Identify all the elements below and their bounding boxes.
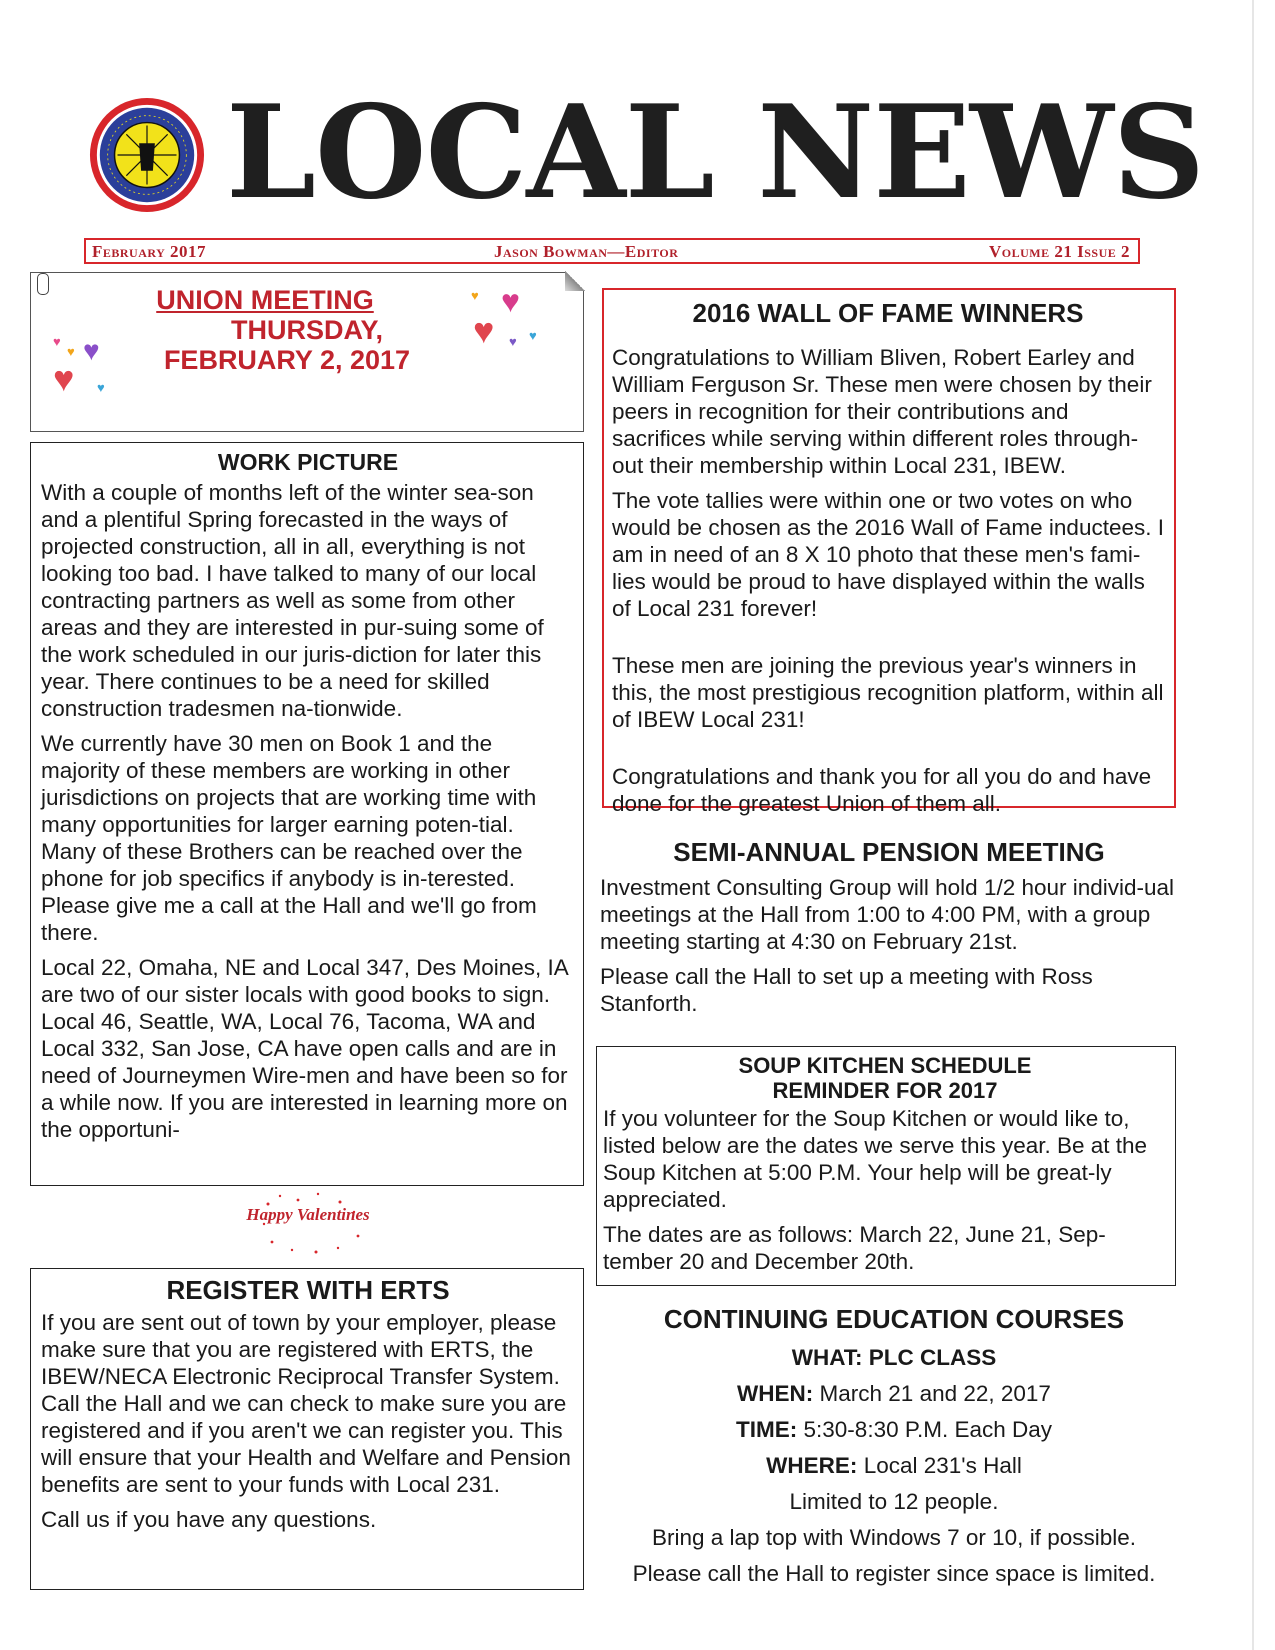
erts-box [30,1268,584,1590]
wall-of-fame-paragraph: Congratulations and thank you for all you do and have done for the greatest Union of them all. [612,764,1152,816]
page-fold-corner [565,271,585,291]
education-where [594,1448,1194,1484]
heart-icon: ♥ [53,334,61,349]
wall-of-fame-paragraph: Congratulations to William Bliven, Robert Earley and William Ferguson Sr. These men were chosen by their peers in recognition for their contributions and sacrifices while serving within different roles through-out their membership within Local 231, IBEW. [612,345,1152,478]
heart-icon: ♥ [501,283,520,319]
volume-issue: Volume 21 Issue 2 [989,242,1130,261]
union-meeting-date: FEBRUARY 2, 2017 [163,345,411,375]
work-picture-paragraph: We currently have 30 men on Book 1 and the majority of these members are working in other jurisdictions on projects that are working time with many opportunities for larger earning poten-tial. Many of these Brothers can be reached over the phone for job specifics if anybody is in-terested. Please give me a call at the Hall and we'll go from there. [41,731,537,945]
education-when [594,1376,1194,1412]
education-when-value: March 21 and 22, 2017 [819,1381,1051,1406]
education-laptop: Bring a lap top with Windows 7 or 10, if possible. [652,1525,1136,1550]
valentine-text: Happy Valentines [246,1205,370,1224]
education-where-value: Local 231's Hall [863,1453,1022,1478]
heart-icon: ♥ [529,328,537,343]
education-title: CONTINUING EDUCATION COURSES [663,1304,1125,1334]
education-what: WHAT: PLC CLASS [791,1345,997,1370]
valentine-graphic [246,1190,370,1260]
heart-icon: ♥ [471,288,479,303]
erts-paragraph: Call us if you have any questions. [41,1507,377,1532]
soup-kitchen-paragraph: The dates are as follows: March 22, June 21, Sep-tember 20 and December 20th. [603,1222,1106,1274]
scan-edge [1252,0,1254,1650]
soup-kitchen-box [596,1046,1176,1286]
masthead-title: LOCAL NEWS [226,78,1204,228]
wall-of-fame-paragraph: These men are joining the previous year's winners in this, the most prestigious recognition platform, within all of IBEW Local 231! [612,653,1164,732]
pension-title: SEMI-ANNUAL PENSION MEETING [673,837,1105,867]
wall-of-fame-box [602,288,1176,816]
heart-icon: ♥ [97,380,105,395]
heart-icon: ♥ [473,310,495,351]
work-picture-title: WORK PICTURE [217,449,399,475]
education-when-label: WHEN: [737,1381,814,1406]
work-picture-paragraph: With a couple of months left of the winter sea-son and a plentiful Spring forecasted in the ways of projected construction, all in all, everything is not looking too bad. I have talked to many of our local contracting partners as well as some from other areas and they are interested in pur-suing some of the work scheduled in our juris-diction for later this year. There continues to be a need for skilled construction tradesmen na-tionwide. [41,480,544,721]
education-register: Please call the Hall to register since space is limited. [632,1561,1156,1586]
union-meeting-note [30,272,584,432]
pension-paragraph: Investment Consulting Group will hold 1/2 hour individ-ual meetings at the Hall from 1:00 to 4:00 PM, with a group meeting starting at 4:30 on February 21st. [600,875,1175,954]
editor-credit: Jason Bowman—Editor [494,242,679,261]
heart-icon: ♥ [83,335,100,366]
education-where-label: WHERE: [766,1453,858,1478]
union-meeting-heading: UNION MEETING [156,285,374,315]
education-time-value: 5:30-8:30 P.M. Each Day [803,1417,1052,1442]
education-time [594,1412,1194,1448]
union-meeting-day: THURSDAY, [230,315,384,345]
erts-paragraph: If you are sent out of town by your employer, please make sure that you are registered with ERTS, the IBEW/NECA Electronic Reciprocal Transfer System. Call the Hall and we can check to make sure you are registered and if you aren't we can register you. This will ensure that your Health and Welfare and Pension benefits are sent to your funds with Local 231. [41,1310,571,1497]
issue-bar [84,238,1140,264]
ibew-seal-logo [88,96,206,214]
education-limit: Limited to 12 people. [789,1489,999,1514]
education-section [594,1302,1194,1602]
pension-section [594,836,1184,1026]
wall-of-fame-paragraph: The vote tallies were within one or two votes on who would be chosen as the 2016 Wall of Fame inductees. I am in need of an 8 X 10 photo that these men's fami-lies would be proud to have displayed within the walls of Local 231 forever! [612,488,1164,621]
soup-kitchen-paragraph: If you volunteer for the Soup Kitchen or would like to, listed below are the dates we serve this year. Be at the Soup Kitchen at 5:00 P.M. Your help will be great-ly appreciated. [603,1106,1148,1212]
education-time-label: TIME: [736,1417,798,1442]
heart-icon: ♥ [509,334,517,349]
soup-kitchen-subtitle: REMINDER FOR 2017 [772,1078,998,1103]
soup-kitchen-title: SOUP KITCHEN SCHEDULE [738,1053,1032,1078]
erts-title: REGISTER WITH ERTS [166,1275,450,1305]
pension-paragraph: Please call the Hall to set up a meeting with Ross Stanforth. [600,964,1093,1016]
work-picture-box [30,442,584,1186]
heart-icon: ♥ [53,358,75,399]
work-picture-paragraph: Local 22, Omaha, NE and Local 347, Des Moines, IA are two of our sister locals with good books to sign. Local 46, Seattle, WA, Local 76, Tacoma, WA and Local 332, San Jose, CA have open calls and are in need of Journeymen Wire-men and have been so for a while now. If you are interested in learning more on the opportuni- [41,955,568,1142]
heart-icon: ♥ [67,344,75,359]
wall-of-fame-title: 2016 WALL OF FAME WINNERS [692,298,1084,328]
issue-date: February 2017 [92,242,207,261]
